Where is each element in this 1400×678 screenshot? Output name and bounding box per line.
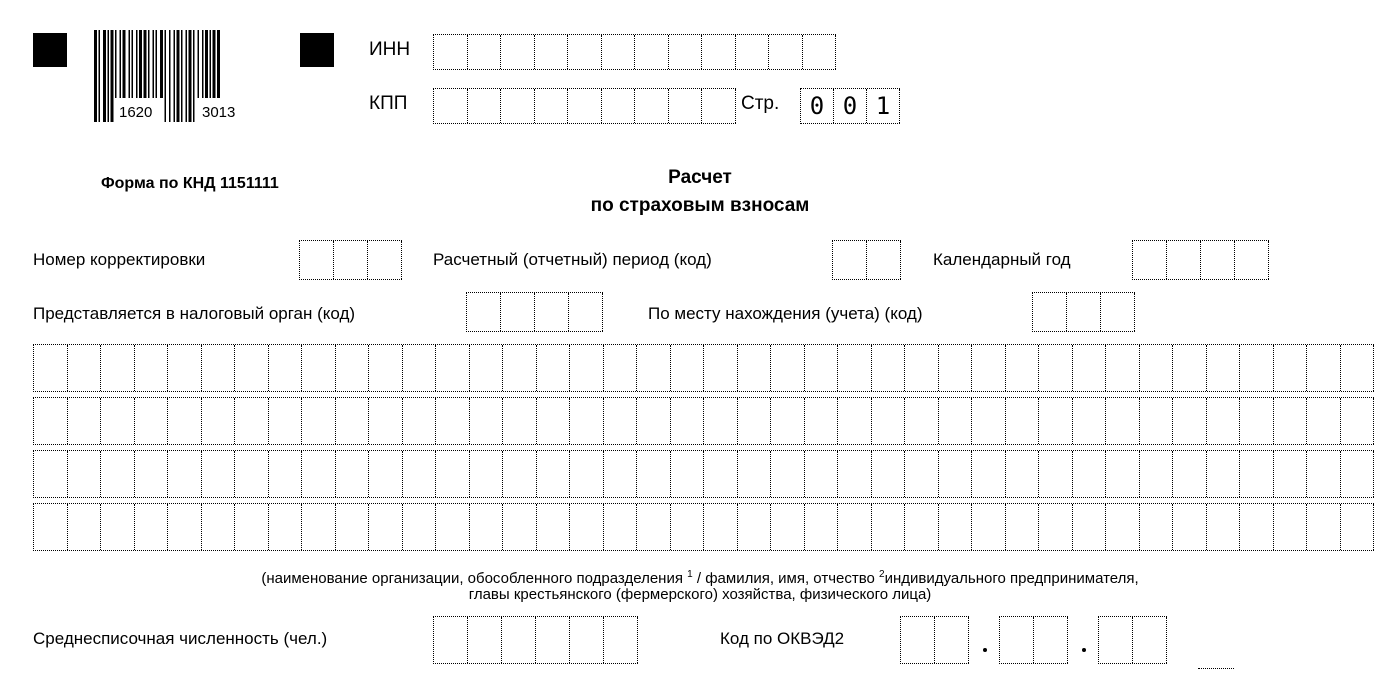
name-grid-cell[interactable] xyxy=(1274,345,1308,391)
name-grid-cell[interactable] xyxy=(1274,398,1308,444)
name-grid-cell[interactable] xyxy=(939,504,973,550)
caption-footnote-1: 1 xyxy=(687,569,693,580)
name-grid-cell[interactable] xyxy=(503,345,537,391)
name-grid-cell[interactable] xyxy=(269,345,303,391)
name-grid-cell[interactable] xyxy=(872,504,906,550)
name-grid-cell[interactable] xyxy=(905,504,939,550)
kpp-input[interactable] xyxy=(433,88,736,124)
calendar-year-label: Календарный год xyxy=(933,250,1071,269)
name-grid-cell[interactable] xyxy=(939,345,973,391)
barcode-code-right: 3013 xyxy=(202,104,236,121)
name-grid-cell[interactable] xyxy=(637,451,671,497)
name-grid-cell[interactable] xyxy=(1341,451,1375,497)
name-grid-cell[interactable] xyxy=(1140,398,1174,444)
okved-code-input-part1[interactable] xyxy=(900,616,969,664)
tax-authority-code-label: Представляется в налоговый орган (код) xyxy=(33,304,356,323)
name-grid-cell[interactable] xyxy=(34,398,68,444)
name-grid-cell[interactable] xyxy=(872,451,906,497)
name-grid-cell[interactable] xyxy=(369,398,403,444)
okved-code-input-part3[interactable] xyxy=(1098,616,1167,664)
name-grid-cell[interactable] xyxy=(1106,345,1140,391)
name-grid-row[interactable] xyxy=(33,503,1374,551)
name-grid-cell[interactable] xyxy=(604,345,638,391)
form-title-line2: по страховым взносам xyxy=(590,195,810,216)
name-grid-cell[interactable] xyxy=(369,451,403,497)
name-grid-cell[interactable] xyxy=(302,345,336,391)
name-grid-cell[interactable] xyxy=(403,345,437,391)
name-grid-cell[interactable] xyxy=(671,451,705,497)
name-grid-cell[interactable] xyxy=(872,398,906,444)
name-grid-cell[interactable] xyxy=(1173,504,1207,550)
name-grid-cell[interactable] xyxy=(1307,345,1341,391)
name-grid-cell[interactable] xyxy=(1039,398,1073,444)
name-grid-cell[interactable] xyxy=(604,504,638,550)
name-grid-cell[interactable] xyxy=(1140,345,1174,391)
name-grid-cell[interactable] xyxy=(34,504,68,550)
name-grid-cell[interactable] xyxy=(671,345,705,391)
name-grid-cell[interactable] xyxy=(805,398,839,444)
name-grid-cell[interactable] xyxy=(1307,504,1341,550)
name-grid-cell[interactable] xyxy=(604,398,638,444)
name-grid-cell[interactable] xyxy=(1207,345,1241,391)
headcount-label: Среднесписочная численность (чел.) xyxy=(33,629,328,648)
okved-extra-cell xyxy=(1198,668,1234,669)
page-digit: 0 xyxy=(834,89,867,123)
name-grid-cell[interactable] xyxy=(771,345,805,391)
name-grid-cell[interactable] xyxy=(135,451,169,497)
name-grid-cell[interactable] xyxy=(1173,398,1207,444)
name-grid-cell[interactable] xyxy=(972,345,1006,391)
name-grid-cell[interactable] xyxy=(671,504,705,550)
name-grid-cell[interactable] xyxy=(168,345,202,391)
name-grid-cell[interactable] xyxy=(905,345,939,391)
name-grid-cell[interactable] xyxy=(101,398,135,444)
name-grid-cell[interactable] xyxy=(68,345,102,391)
name-grid-cell[interactable] xyxy=(202,451,236,497)
name-grid-cell[interactable] xyxy=(235,398,269,444)
name-grid-cell[interactable] xyxy=(972,451,1006,497)
name-grid-cell[interactable] xyxy=(1073,398,1107,444)
name-grid-cell[interactable] xyxy=(972,398,1006,444)
name-grid-cell[interactable] xyxy=(1240,398,1274,444)
name-grid-cell[interactable] xyxy=(235,504,269,550)
name-grid-cell[interactable] xyxy=(537,504,571,550)
name-grid-cell[interactable] xyxy=(1341,398,1375,444)
name-grid-cell[interactable] xyxy=(1039,451,1073,497)
name-grid-cell[interactable] xyxy=(302,504,336,550)
registration-marker-left xyxy=(33,33,67,67)
name-grid-cell[interactable] xyxy=(68,451,102,497)
name-grid-cell[interactable] xyxy=(637,345,671,391)
name-grid-cell[interactable] xyxy=(336,398,370,444)
name-grid-cell[interactable] xyxy=(135,345,169,391)
name-grid-cell[interactable] xyxy=(1006,398,1040,444)
name-grid-cell[interactable] xyxy=(403,504,437,550)
period-code-input[interactable] xyxy=(832,240,901,280)
name-grid-cell[interactable] xyxy=(1341,504,1375,550)
name-grid-cell[interactable] xyxy=(972,504,1006,550)
name-grid-cell[interactable] xyxy=(302,398,336,444)
name-grid-cell[interactable] xyxy=(570,451,604,497)
inn-label: ИНН xyxy=(369,39,411,60)
name-grid-cell[interactable] xyxy=(704,345,738,391)
name-grid-cell[interactable] xyxy=(1274,504,1308,550)
headcount-input[interactable] xyxy=(433,616,638,664)
name-grid-cell[interactable] xyxy=(68,504,102,550)
name-grid-cell[interactable] xyxy=(1006,451,1040,497)
name-grid-cell[interactable] xyxy=(905,398,939,444)
name-grid-cell[interactable] xyxy=(436,398,470,444)
name-grid-cell[interactable] xyxy=(738,451,772,497)
name-grid-cell[interactable] xyxy=(570,345,604,391)
caption-footnote-2: 2 xyxy=(879,569,885,580)
name-grid-cell[interactable] xyxy=(1173,451,1207,497)
name-grid-cell[interactable] xyxy=(838,451,872,497)
name-grid-cell[interactable] xyxy=(403,451,437,497)
name-grid-cell[interactable] xyxy=(1073,504,1107,550)
name-grid-cell[interactable] xyxy=(1240,504,1274,550)
name-grid-row[interactable] xyxy=(33,450,1374,498)
name-grid-cell[interactable] xyxy=(1207,398,1241,444)
name-grid-cell[interactable] xyxy=(1106,451,1140,497)
name-grid-cell[interactable] xyxy=(34,451,68,497)
name-grid-cell[interactable] xyxy=(671,398,705,444)
name-grid-cell[interactable] xyxy=(570,398,604,444)
knd-form-label: Форма по КНД 1151111 xyxy=(101,175,279,192)
name-grid-cell[interactable] xyxy=(1106,398,1140,444)
caption-part1: (наименование организации, обособленного подразделения xyxy=(261,570,683,587)
name-grid-cell[interactable] xyxy=(738,398,772,444)
name-grid-cell[interactable] xyxy=(135,398,169,444)
registration-marker-right xyxy=(300,33,334,67)
name-grid-cell[interactable] xyxy=(470,345,504,391)
name-grid-cell[interactable] xyxy=(101,345,135,391)
okved-code-input-part2[interactable] xyxy=(999,616,1068,664)
name-grid-cell[interactable] xyxy=(604,451,638,497)
name-grid-cell[interactable] xyxy=(704,451,738,497)
name-grid-cell[interactable] xyxy=(537,451,571,497)
form-title-line1: Расчет xyxy=(668,167,732,188)
name-grid-cell[interactable] xyxy=(135,504,169,550)
name-grid-cell[interactable] xyxy=(704,504,738,550)
name-grid-cell[interactable] xyxy=(1140,504,1174,550)
name-grid-cell[interactable] xyxy=(436,451,470,497)
name-grid-cell[interactable] xyxy=(1341,345,1375,391)
name-grid-cell[interactable] xyxy=(1073,345,1107,391)
name-grid-cell[interactable] xyxy=(269,504,303,550)
name-grid-cell[interactable] xyxy=(805,504,839,550)
name-grid-cell[interactable] xyxy=(168,398,202,444)
name-grid-cell[interactable] xyxy=(1006,504,1040,550)
name-grid-cell[interactable] xyxy=(269,451,303,497)
name-grid-cell[interactable] xyxy=(436,504,470,550)
inn-input[interactable] xyxy=(433,34,836,70)
name-grid-cell[interactable] xyxy=(503,451,537,497)
okved-separator-dot xyxy=(1082,648,1086,652)
name-grid-cell[interactable] xyxy=(939,451,973,497)
name-grid-cell[interactable] xyxy=(202,345,236,391)
name-grid-cell[interactable] xyxy=(1106,504,1140,550)
name-grid-cell[interactable] xyxy=(805,451,839,497)
name-grid-cell[interactable] xyxy=(537,398,571,444)
name-grid-cell[interactable] xyxy=(838,504,872,550)
correction-number-input[interactable] xyxy=(299,240,402,280)
name-caption-line2: главы крестьянского (фермерского) хозяйства, физического лица) xyxy=(468,586,932,603)
name-grid-cell[interactable] xyxy=(202,398,236,444)
tax-authority-code-input[interactable] xyxy=(466,292,603,332)
name-grid-row[interactable] xyxy=(33,397,1374,445)
name-grid-row[interactable] xyxy=(33,344,1374,392)
name-grid-cell[interactable] xyxy=(336,345,370,391)
name-grid-cell[interactable] xyxy=(805,345,839,391)
name-grid-cell[interactable] xyxy=(872,345,906,391)
name-grid-cell[interactable] xyxy=(470,398,504,444)
name-grid-cell[interactable] xyxy=(1274,451,1308,497)
name-grid-cell[interactable] xyxy=(470,451,504,497)
page-number-field[interactable] xyxy=(800,88,900,124)
name-grid-cell[interactable] xyxy=(1307,451,1341,497)
name-grid-cell[interactable] xyxy=(1207,451,1241,497)
name-grid-cell[interactable] xyxy=(1073,451,1107,497)
name-grid-cell[interactable] xyxy=(738,345,772,391)
name-grid-cell[interactable] xyxy=(470,504,504,550)
name-grid-cell[interactable] xyxy=(637,504,671,550)
name-grid-cell[interactable] xyxy=(1207,504,1241,550)
name-grid-cell[interactable] xyxy=(168,451,202,497)
name-grid-cell[interactable] xyxy=(838,345,872,391)
name-grid-cell[interactable] xyxy=(1140,451,1174,497)
name-grid-cell[interactable] xyxy=(1039,345,1073,391)
name-grid-cell[interactable] xyxy=(1240,451,1274,497)
name-grid-cell[interactable] xyxy=(403,398,437,444)
name-grid-cell[interactable] xyxy=(1039,504,1073,550)
kpp-label: КПП xyxy=(369,93,408,114)
barcode-code-left: 1620 xyxy=(119,104,153,121)
name-grid-cell[interactable] xyxy=(34,345,68,391)
caption-part2: / фамилия, имя, отчество xyxy=(696,570,875,587)
name-grid-cell[interactable] xyxy=(168,504,202,550)
name-grid-cell[interactable] xyxy=(503,504,537,550)
name-grid-cell[interactable] xyxy=(336,451,370,497)
page-digit: 1 xyxy=(867,89,900,123)
name-grid-cell[interactable] xyxy=(771,451,805,497)
name-grid-cell[interactable] xyxy=(771,398,805,444)
name-grid-cell[interactable] xyxy=(637,398,671,444)
name-grid-cell[interactable] xyxy=(101,451,135,497)
name-grid-cell[interactable] xyxy=(570,504,604,550)
name-grid-cell[interactable] xyxy=(235,345,269,391)
page-label: Стр. xyxy=(741,93,780,114)
name-grid-cell[interactable] xyxy=(202,504,236,550)
name-grid-cell[interactable] xyxy=(537,345,571,391)
name-grid-cell[interactable] xyxy=(905,451,939,497)
name-grid-cell[interactable] xyxy=(704,398,738,444)
location-code-input[interactable] xyxy=(1032,292,1135,332)
name-grid-cell[interactable] xyxy=(235,451,269,497)
name-grid-cell[interactable] xyxy=(369,504,403,550)
name-grid-cell[interactable] xyxy=(838,398,872,444)
calendar-year-input[interactable] xyxy=(1132,240,1269,280)
name-grid-cell[interactable] xyxy=(1307,398,1341,444)
name-grid-cell[interactable] xyxy=(336,504,370,550)
location-code-label: По месту нахождения (учета) (код) xyxy=(648,304,923,323)
name-grid-cell[interactable] xyxy=(369,345,403,391)
name-grid-cell[interactable] xyxy=(1240,345,1274,391)
period-code-label: Расчетный (отчетный) период (код) xyxy=(433,250,712,269)
page-digit: 0 xyxy=(801,89,834,123)
correction-number-label: Номер корректировки xyxy=(33,250,206,269)
name-grid-cell[interactable] xyxy=(302,451,336,497)
okved-code-label: Код по ОКВЭД2 xyxy=(720,629,845,648)
caption-part3: индивидуального предпринимателя, xyxy=(884,570,1139,587)
name-grid-cell[interactable] xyxy=(939,398,973,444)
name-grid-cell[interactable] xyxy=(269,398,303,444)
name-grid-cell[interactable] xyxy=(503,398,537,444)
name-grid-cell[interactable] xyxy=(1006,345,1040,391)
name-grid-cell[interactable] xyxy=(738,504,772,550)
name-grid-cell[interactable] xyxy=(1173,345,1207,391)
name-grid-cell[interactable] xyxy=(436,345,470,391)
okved-separator-dot xyxy=(983,648,987,652)
name-grid-cell[interactable] xyxy=(101,504,135,550)
name-grid-cell[interactable] xyxy=(68,398,102,444)
name-grid-cell[interactable] xyxy=(771,504,805,550)
